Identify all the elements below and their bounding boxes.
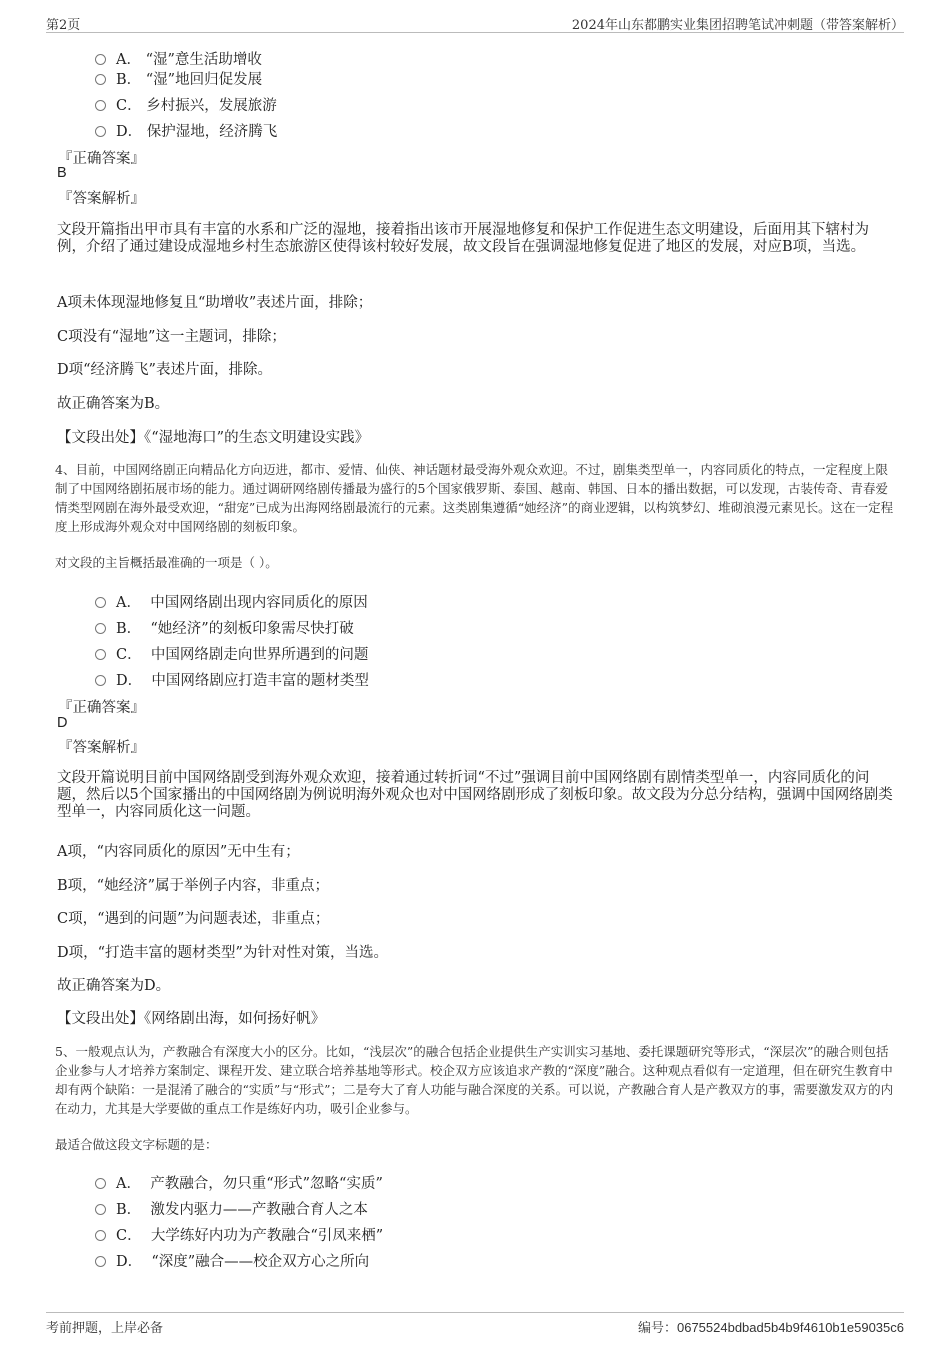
q3-answer-tag: 『正确答案』 xyxy=(58,151,145,167)
q5-option-c[interactable]: C． 大学练好内功为产教融合“引凤来栖” xyxy=(95,1224,383,1245)
q3-analysis-tag: 『答案解析』 xyxy=(58,191,145,207)
q5-option-b[interactable]: B． 激发内驱力——产教融合育人之本 xyxy=(95,1198,368,1219)
q5-option-d[interactable]: D． “深度”融合——校企双方心之所向 xyxy=(95,1250,369,1271)
q5-question: 最适合做这段文字标题的是： xyxy=(55,1137,218,1152)
radio-icon[interactable] xyxy=(95,623,106,634)
q4-analysis-line: B项，“她经济”属于举例子内容，非重点； xyxy=(57,878,329,894)
document-title: 2024年山东都鹏实业集团招聘笔试冲刺题（带答案解析） xyxy=(571,18,904,33)
q3-source: 【文段出处】《“湿地海口”的生态文明建设实践》 xyxy=(57,430,370,446)
q4-answer-tag: 『正确答案』 xyxy=(58,700,145,716)
q3-option-a[interactable]: A． “湿”意生活助增收 xyxy=(95,48,262,69)
document-code xyxy=(638,1317,904,1336)
q5-option-a[interactable]: A． 产教融合，勿只重“形式”忽略“实质” xyxy=(95,1172,383,1193)
q3-analysis-line: C项没有“湿地”这一主题词，排除； xyxy=(57,329,286,345)
page-number: 第2页 xyxy=(46,18,81,33)
q4-analysis-tag: 『答案解析』 xyxy=(58,740,145,756)
q4-option-a[interactable]: A． 中国网络剧出现内容同质化的原因 xyxy=(95,591,368,612)
q4-analysis-line: A项，“内容同质化的原因”无中生有； xyxy=(57,844,300,860)
q4-question: 对文段的主旨概括最准确的一项是（ ）。 xyxy=(55,555,278,570)
q5-stem: 5、一般观点认为，产教融合有深度大小的区分。比如，“浅层次”的融合包括企业提供生产实训实习基地、委托课题研究等形式，“深层次”的融合则包括企业参与人才培养方案制定、课程开发、建立联合培养基地等形式。校企双方应该追求产教的“深度”融合。这种观点看似有一定道理，但在研究生教育中却有两个缺陷：一是混淆了融合的“实质”与“形式”；二是夸大了育人功能与融合深度的关系。可以说，产教融合育人是产教双方的事，需要激发双方的内在动力，尤其是大学要做的重点工作是练好内功，吸引企业参与。 xyxy=(55,1044,894,1116)
q4-analysis-line: D项，“打造丰富的题材类型”为针对性对策，当选。 xyxy=(57,945,388,961)
radio-icon[interactable] xyxy=(95,649,106,660)
q3-analysis-line: A项未体现湿地修复且“助增收”表述片面，排除； xyxy=(57,295,373,311)
q3-option-c[interactable]: C． 乡村振兴，发展旅游 xyxy=(95,94,277,115)
radio-icon[interactable] xyxy=(95,74,106,85)
q4-analysis-line: 故正确答案为D。 xyxy=(57,978,171,994)
code-value: 0675524bdbad5b4b9f4610b1e59035c6 xyxy=(676,1320,904,1335)
q3-option-d[interactable]: D． 保护湿地，经济腾飞 xyxy=(95,120,277,141)
radio-icon[interactable] xyxy=(95,597,106,608)
radio-icon[interactable] xyxy=(95,1230,106,1241)
q3-analysis: 文段开篇指出甲市具有丰富的水系和广泛的湿地，接着指出该市开展湿地修复和保护工作促进生态文明建设，后面用其下辖村为例，介绍了通过建设成湿地乡村生态旅游区使得该村较好发展，故文段旨在强调湿地修复促进了地区的发展，对应B项，当选。 xyxy=(57,222,869,255)
q4-stem: 4、目前，中国网络剧正向精品化方向迈进，都市、爱情、仙侠、神话题材最受海外观众欢迎。不过，剧集类型单一，内容同质化的特点，一定程度上限制了中国网络剧拓展市场的能力。通过调研网络剧传播最为盛行的5个国家俄罗斯、泰国、越南、韩国、日本的播出数据，可以发现，古装传奇、青春爱情类型网剧在海外最受欢迎，“甜宠”已成为出海网络剧最流行的元素。这类剧集遵循“她经济”的商业逻辑，以构筑梦幻、堆砌浪漫元素见长。这在一定程度上形成海外观众对中国网络剧的刻板印象。 xyxy=(55,462,894,534)
page-header xyxy=(46,12,904,33)
q4-option-b[interactable]: B． “她经济”的刻板印象需尽快打破 xyxy=(95,617,354,638)
q4-source: 【文段出处】《网络剧出海，如何扬好帆》 xyxy=(57,1011,326,1027)
q3-answer: B xyxy=(57,165,67,181)
code-label: 编号： xyxy=(637,1321,677,1336)
radio-icon[interactable] xyxy=(95,100,106,111)
q3-analysis-line: D项“经济腾飞”表述片面，排除。 xyxy=(57,362,272,378)
radio-icon[interactable] xyxy=(95,54,106,65)
footer-slogan: 考前押题，上岸必备 xyxy=(46,1321,164,1336)
q4-option-c[interactable]: C． 中国网络剧走向世界所遇到的问题 xyxy=(95,643,368,664)
q3-option-b[interactable]: B． “湿”地回归促发展 xyxy=(95,68,262,89)
q4-answer: D xyxy=(57,715,68,731)
radio-icon[interactable] xyxy=(95,1178,106,1189)
radio-icon[interactable] xyxy=(95,1204,106,1215)
radio-icon[interactable] xyxy=(95,1256,106,1267)
radio-icon[interactable] xyxy=(95,675,106,686)
q4-option-d[interactable]: D． 中国网络剧应打造丰富的题材类型 xyxy=(95,669,369,690)
page-footer xyxy=(46,1312,904,1337)
q4-analysis: 文段开篇说明目前中国网络剧受到海外观众欢迎，接着通过转折词“不过”强调目前中国网络剧有剧情类型单一，内容同质化的问题，然后以5个国家播出的中国网络剧为例说明海外观众也对中国网络剧形成了刻板印象。故文段为分总分结构，强调中国网络剧类型单一，内容同质化这一问题。 xyxy=(57,770,893,820)
radio-icon[interactable] xyxy=(95,126,106,137)
q3-analysis-line: 故正确答案为B。 xyxy=(57,396,170,412)
q4-analysis-line: C项，“遇到的问题”为问题表述，非重点； xyxy=(57,911,330,927)
